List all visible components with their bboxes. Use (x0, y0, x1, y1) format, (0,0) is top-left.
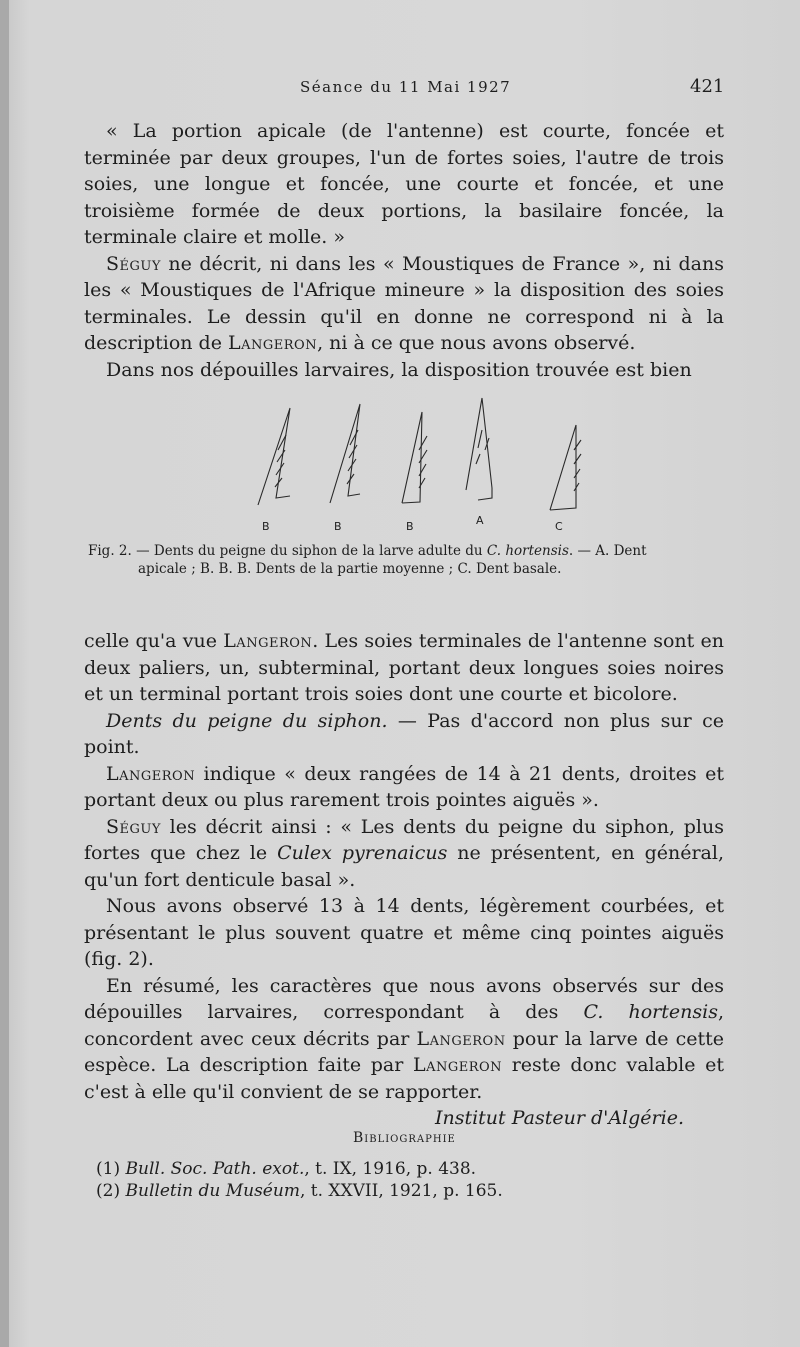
caption-line-1: Fig. 2. — Dents du peigne du siphon de la larve adulte du C. hortensis. — A. Dent (88, 543, 647, 559)
bibliography-heading: Bibliographie (353, 1130, 456, 1146)
paragraph-seguy-decrit: Séguy les décrit ainsi : « Les dents du peigne du siphon, plus fortes que chez le Culex pyrenaicus ne présentent, en général, qu'un fort denticule basal ». (84, 815, 724, 891)
author-name: Séguy (106, 252, 161, 275)
figure-comb-teeth (230, 390, 610, 540)
paragraph-depouilles: Dans nos dépouilles larvaires, la disposition trouvée est bien (106, 358, 692, 381)
tooth-b1 (258, 408, 290, 505)
paragraph-quote-langeron: « La portion apicale (de l'antenne) est courte, foncée et terminée par deux groupes, l'un de fortes soies, l'autre de trois soies, une longue et foncée, une courte et foncée, et une troisième formée de deux portions, la basilaire foncée, la terminale claire et molle. » (84, 120, 724, 248)
caption-line-2: apicale ; B. B. B. Dents de la partie moyenne ; C. Dent basale. (138, 561, 562, 577)
author-name: Langeron (106, 762, 196, 785)
tooth-c (550, 425, 581, 510)
author-name: Langeron (412, 1054, 503, 1076)
page-number: 421 (690, 76, 725, 97)
paragraph-resume: En résumé, les caractères que nous avons observés sur des dépouilles larvaires, correspondant à des C. hortensis, concordent avec ceux décrits par Langeron pour la larve de cette espèce. La description faite par Langeron reste donc valable et c'est à elle qu'il convient de se rapporter. (84, 974, 724, 1103)
tooth-a (466, 398, 492, 500)
figure-caption (88, 542, 738, 578)
tooth-b2 (330, 404, 360, 503)
body-text-top (84, 118, 724, 383)
figure-label-c: C (555, 520, 563, 533)
figure-label-b2: B (334, 520, 342, 533)
page-spine-shadow (0, 0, 9, 1347)
running-head: Séance du 11 Mai 1927 (300, 78, 512, 96)
institution-signature: Institut Pasteur d'Algérie. (434, 1107, 684, 1129)
author-name: Langeron (228, 332, 318, 354)
comb-teeth-drawing (230, 390, 610, 520)
paragraph-continuation: celle qu'a vue Langeron. Les soies terminales de l'antenne sont en deux paliers, un, subterminal, portant deux longues soies noires et un terminal portant trois soies dont une courte et bicolore. (84, 630, 724, 705)
figure-label-b1: B (262, 520, 270, 533)
body-text-bottom (84, 628, 724, 1132)
paragraph-dents-peigne: Dents du peigne du siphon. — Pas d'accord non plus sur ce point. (84, 709, 724, 758)
bibliography-entry: (1) Bull. Soc. Path. exot., t. IX, 1916, p. 438. (96, 1159, 477, 1179)
author-name: Langeron (416, 1027, 506, 1050)
bibliography-entry: (2) Bulletin du Muséum, t. XXVII, 1921, p. 165. (96, 1181, 503, 1201)
paragraph-seguy: Séguy ne décrit, ni dans les « Moustiques de France », ni dans les « Moustiques de l'Afrique mineure » la disposition des soies terminales. Le dessin qu'il en donne ne correspond ni à la description de Langeron, ni à ce que nous avons observé. (84, 252, 724, 354)
paragraph-langeron-indique: Langeron indique « deux rangées de 14 à 21 dents, droites et portant deux ou plus rarement trois pointes aiguës ». (84, 762, 724, 811)
tooth-b3 (402, 412, 427, 503)
figure-label-b3: B (406, 520, 414, 533)
paragraph-observation: Nous avons observé 13 à 14 dents, légèrement courbées, et présentant le plus souvent quatre et même cinq pointes aiguës (fig. 2). (84, 895, 724, 970)
author-name: Langeron (223, 630, 313, 652)
figure-label-a: A (476, 514, 484, 527)
author-name: Séguy (106, 815, 161, 838)
bibliography-list (96, 1158, 696, 1202)
